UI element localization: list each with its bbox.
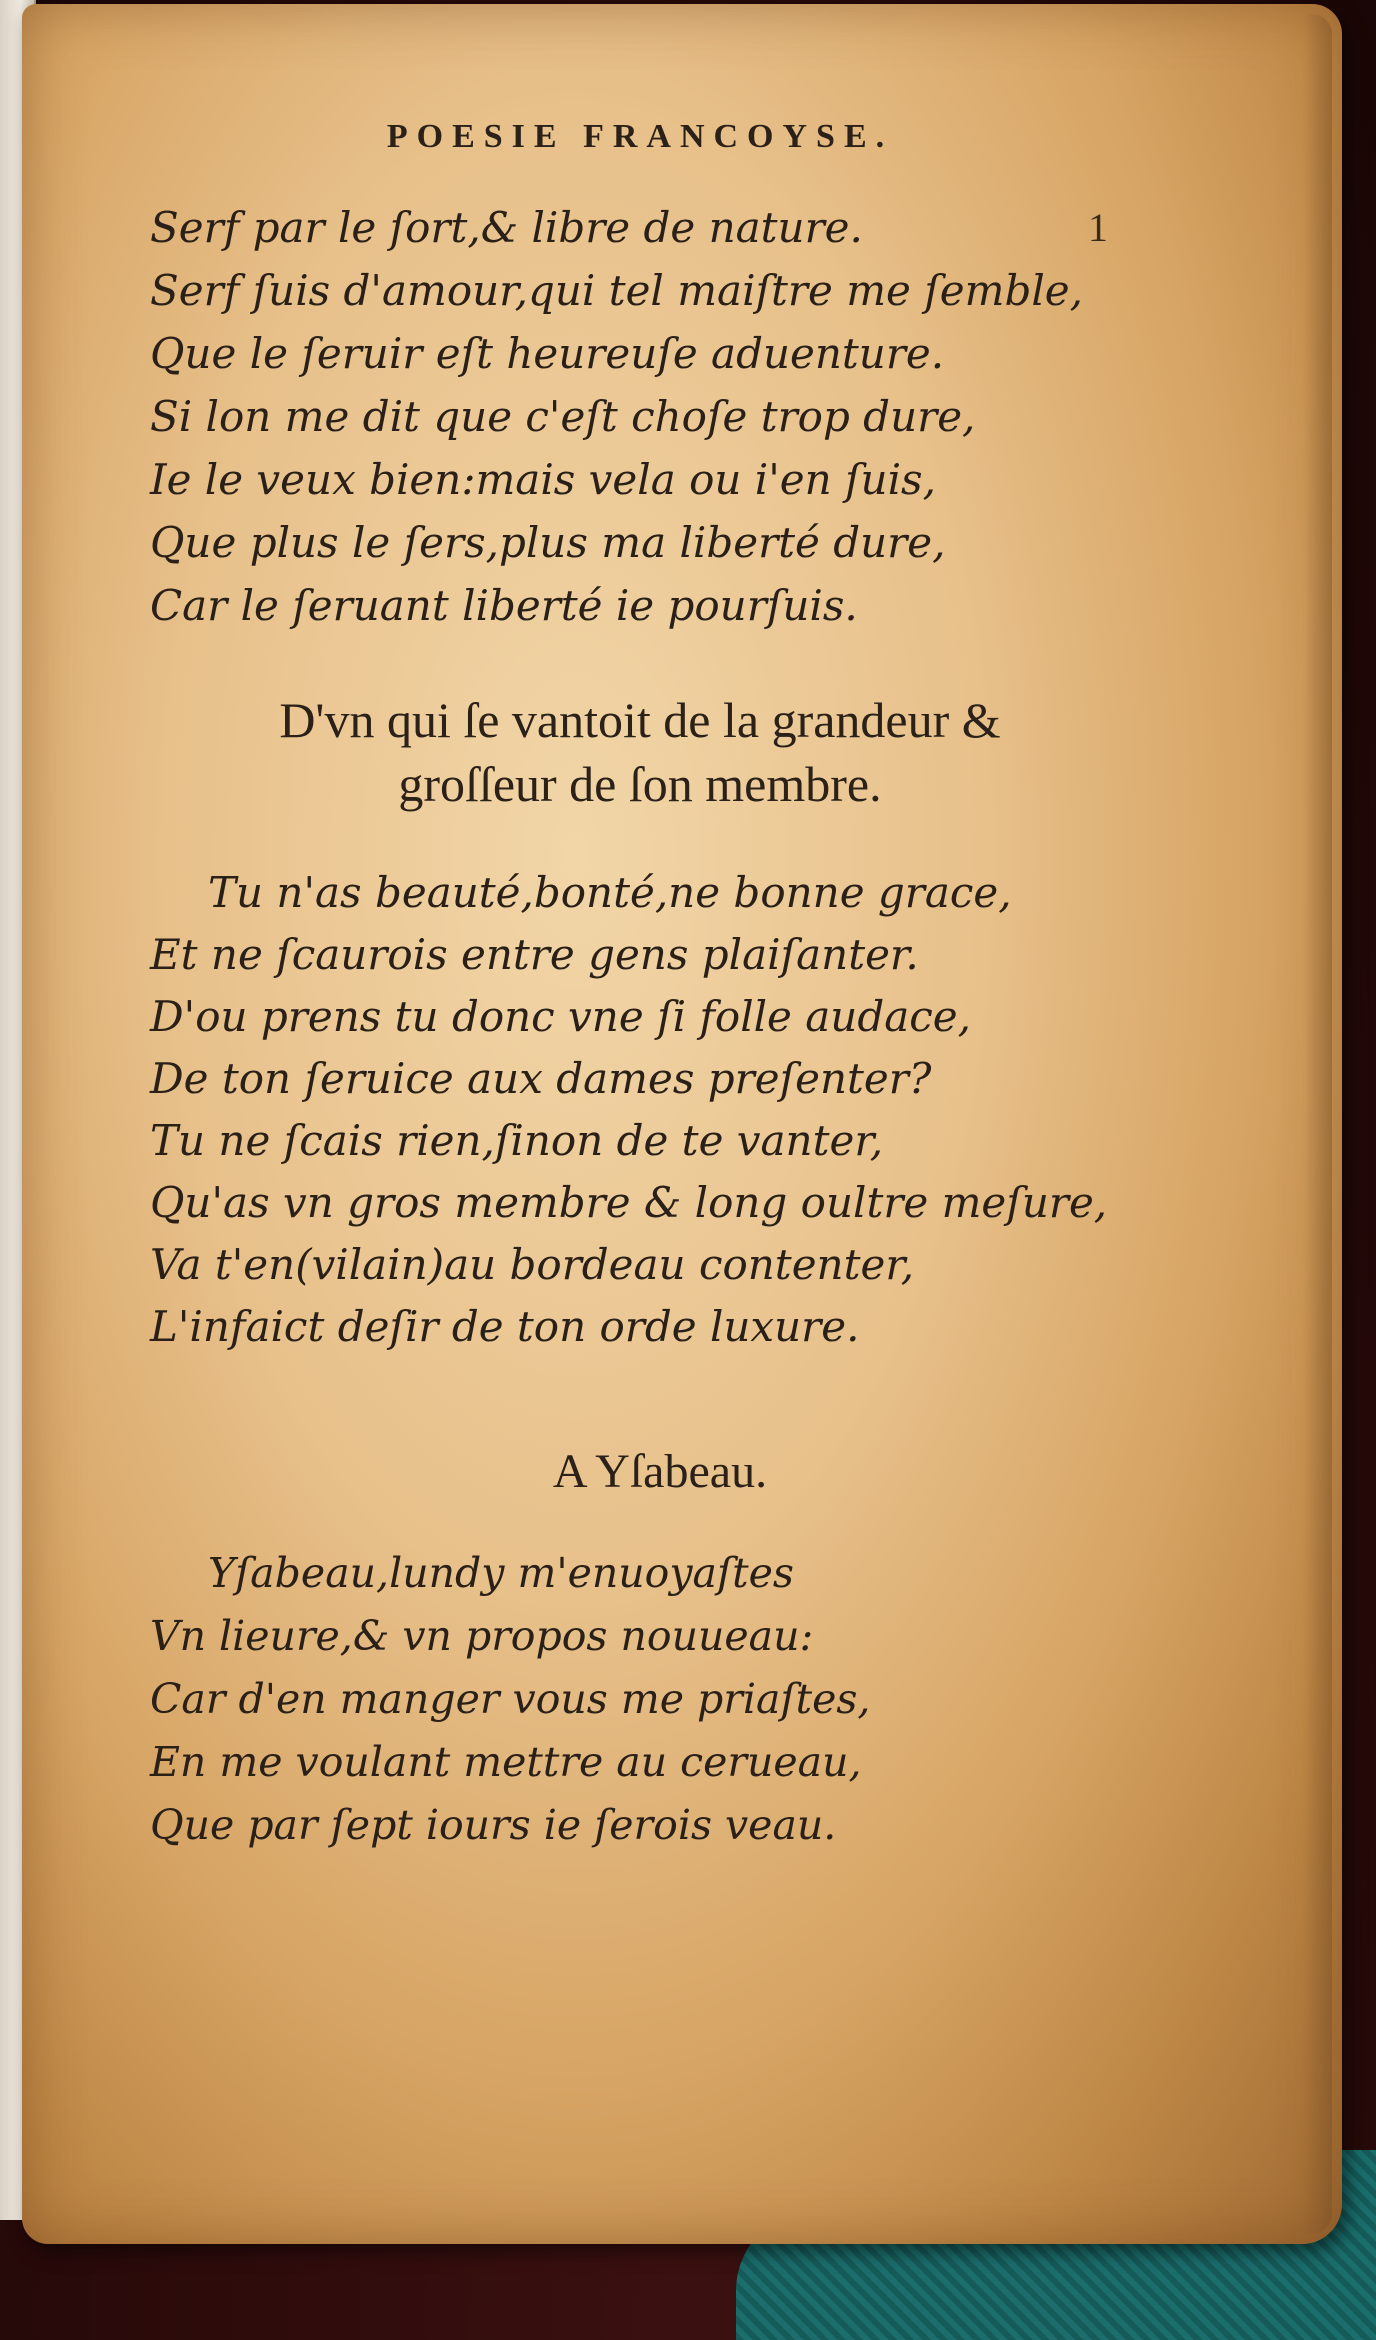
running-head: POESIE FRANCOYSE. bbox=[386, 118, 894, 155]
verse-line: Tu n'as beauté,bonté,ne bonne grace, bbox=[208, 868, 1012, 917]
verse-line: Serf ſuis d'amour,qui tel maiſtre me ſemble, bbox=[150, 266, 1084, 315]
title-line: groſſeur de ſon membre. bbox=[398, 756, 882, 812]
verse-line: Yſabeau,lundy m'enuoyaſtes bbox=[208, 1549, 794, 1597]
verse-line: D'ou prens tu donc vne ſi folle audace, bbox=[150, 992, 972, 1041]
verse-line: Que plus le ſers,plus ma liberté dure, bbox=[150, 518, 946, 567]
verse-line: L'infaict deſir de ton orde luxure. bbox=[150, 1302, 860, 1351]
title-line: D'vn qui ſe vantoit de la grandeur & bbox=[279, 692, 1001, 748]
verse-line: Ie le veux bien:mais vela ou i'en ſuis, bbox=[150, 455, 936, 504]
verse-line: Que par ſept iours ie ſerois veau. bbox=[150, 1801, 837, 1849]
poem-serf bbox=[150, 196, 1083, 637]
verse-line: Tu ne ſcais rien,ſinon de te vanter, bbox=[150, 1116, 884, 1165]
verse-line: Que le ſeruir eſt heureuſe aduenture. bbox=[150, 329, 945, 378]
poem-ysabeau bbox=[150, 1542, 870, 1857]
verse-line: Car le ſeruant liberté ie pourſuis. bbox=[150, 581, 858, 630]
verse-line: Qu'as vn gros membre & long oultre meſure, bbox=[150, 1178, 1108, 1227]
verse-line: En me voulant mettre au cerueau, bbox=[150, 1738, 862, 1786]
verse-line: Car d'en manger vous me priaſtes, bbox=[150, 1675, 871, 1723]
verse-line: De ton ſeruice aux dames preſenter? bbox=[150, 1054, 932, 1103]
verse-line: Va t'en(vilain)au bordeau contenter, bbox=[150, 1240, 915, 1289]
margin-mark: 1 bbox=[1088, 205, 1108, 250]
poem-title-ysabeau: A Yſabeau. bbox=[552, 1445, 768, 1498]
verse-line: Serf par le ſort,& libre de nature. bbox=[150, 203, 863, 252]
page-edge-shadow bbox=[1304, 14, 1332, 2234]
poem-membre bbox=[150, 862, 1107, 1358]
poem-title-membre bbox=[200, 688, 1080, 816]
verse-line: Et ne ſcaurois entre gens plaiſanter. bbox=[150, 930, 919, 979]
verse-line: Si lon me dit que c'eſt choſe trop dure, bbox=[150, 392, 976, 441]
verse-line: Vn lieure,& vn propos nouueau: bbox=[150, 1612, 814, 1660]
